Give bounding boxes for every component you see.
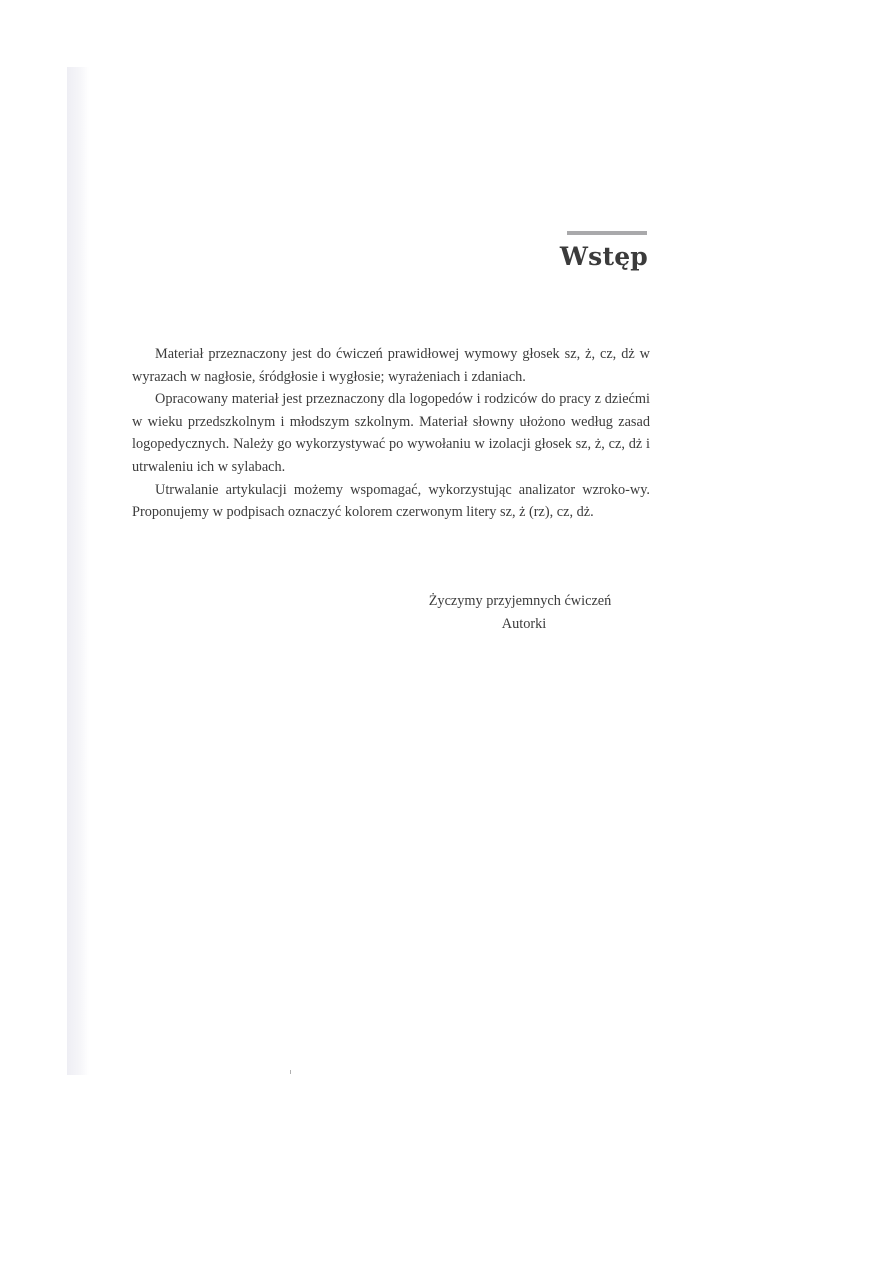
paragraph-visual-aid: Utrwalanie artykulacji możemy wspomagać, wykorzystując analizator wzroko-wy. Proponujemy w podpisach oznaczyć kolorem czerwonym litery sz, ż (rz), cz, dż. (132, 481, 650, 521)
scanned-page (67, 67, 750, 1075)
paragraph-audience: Opracowany materiał jest przeznaczony dla logopedów i rodziców do pracy z dziećmi w wieku przedszkolnym i młodszym szkolnym. Materiał słowny ułożono według zasad logopedycznych. Należy go wykorzystywać po wywołaniu w izolacji głosek sz, ż, cz, dż i utrwaleniu ich w sylabach. (132, 391, 650, 475)
closing-block (400, 590, 640, 636)
scan-shadow-edge (67, 67, 89, 1075)
scan-artifact (290, 1070, 291, 1074)
introduction-body (132, 343, 650, 524)
closing-wish: Życzymy przyjemnych ćwiczeń (428, 593, 612, 609)
page-title: Wstęp (559, 242, 648, 271)
heading-decorative-bar (567, 231, 647, 235)
paragraph-purpose: Materiał przeznaczony jest do ćwiczeń prawidłowej wymowy głosek sz, ż, cz, dż w wyrazach w nagłosie, śródgłosie i wygłosie; wyrażeniach i zdaniach. (132, 346, 650, 385)
closing-signature: Autorki (501, 616, 547, 632)
